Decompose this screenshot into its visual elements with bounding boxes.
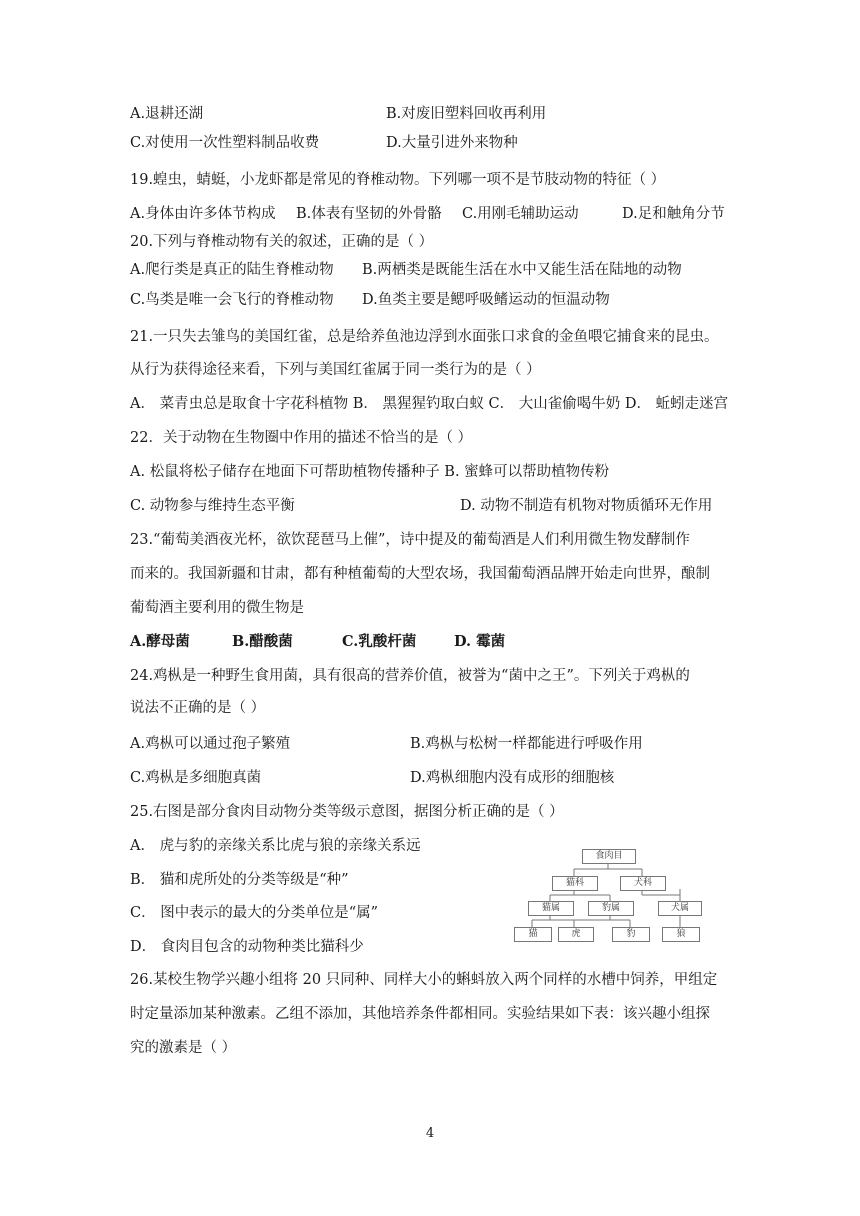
tree-species-cat-box: 猫 xyxy=(514,927,552,942)
q25-option-a: A． 虎与豹的亲缘关系比虎与狼的亲缘关系远 xyxy=(130,838,421,854)
q24-option-d: D.鸡枞细胞内没有成形的细胞核 xyxy=(410,770,615,786)
q25-option-b: B． 猫和虎所处的分类等级是“种” xyxy=(130,872,349,888)
tree-genus-panthera-box: 豹属 xyxy=(588,901,634,916)
q19-stem: 19.蝗虫，蜻蜓，小龙虾都是常见的脊椎动物。下列哪一项不是节肢动物的特征（ ） xyxy=(130,172,666,188)
q20-option-b: B.两栖类是既能生活在水中又能生活在陆地的动物 xyxy=(362,262,682,278)
q18-option-d: D.大量引进外来物种 xyxy=(386,135,518,151)
q23-stem-line-3: 葡萄酒主要利用的微生物是 xyxy=(130,600,304,616)
q23-option-b: B.醋酸菌 xyxy=(232,633,293,650)
q19-option-c: C.用刚毛辅助运动 xyxy=(462,206,579,222)
q21-stem-line-1: 21.一只失去雏鸟的美国红雀，总是给养鱼池边浮到水面张口求食的金鱼喂它捕食来的昆虫。 xyxy=(130,329,719,345)
q18-option-b: B.对废旧塑料回收再利用 xyxy=(386,106,547,122)
q23-option-a: A.酵母菌 xyxy=(130,633,190,650)
q23-option-c: C.乳酸杆菌 xyxy=(342,633,417,650)
q21-stem-line-2: 从行为获得途径来看，下列与美国红雀属于同一类行为的是（ ） xyxy=(130,362,541,378)
tree-family-dog-box: 犬科 xyxy=(620,876,666,891)
q26-stem-line-2: 时定量添加某种激素。乙组不添加，其他培养条件都相同。实验结果如下表：该兴趣小组探 xyxy=(130,1006,710,1022)
tree-family-cat-box: 猫科 xyxy=(552,876,598,891)
q20-option-d: D.鱼类主要是鳃呼吸鳍运动的恒温动物 xyxy=(362,292,610,308)
q25-option-c: C． 图中表示的最大的分类单位是“属” xyxy=(130,905,379,921)
q23-stem-line-2: 而来的。我国新疆和甘肃，都有种植葡萄的大型农场，我国葡萄酒品牌开始走向世界，酿制 xyxy=(130,566,710,582)
tree-order-box: 食肉目 xyxy=(582,849,636,864)
q26-stem-line-3: 究的激素是（ ） xyxy=(130,1040,237,1056)
q24-option-c: C.鸡枞是多细胞真菌 xyxy=(130,770,262,786)
q18-option-c: C.对使用一次性塑料制品收费 xyxy=(130,135,320,151)
q20-option-a: A.爬行类是真正的陆生脊椎动物 xyxy=(130,262,334,278)
q19-option-d: D.足和触角分节 xyxy=(622,206,725,222)
tree-species-leopard-box: 豹 xyxy=(612,927,650,942)
q20-option-c: C.鸟类是唯一会飞行的脊椎动物 xyxy=(130,292,334,308)
q22-options-ab: A. 松鼠将松子储存在地面下可帮助植物传播种子 B. 蜜蜂可以帮助植物传粉 xyxy=(130,464,610,480)
q24-stem-line-1: 24.鸡枞是一种野生食用菌，具有很高的营养价值，被誉为“菌中之王”。下列关于鸡枞的 xyxy=(130,668,690,684)
q26-stem-line-1: 26.某校生物学兴趣小组将 20 只同种、同样大小的蝌蚪放入两个同样的水槽中饲养，甲组定 xyxy=(130,972,718,988)
q23-option-d: D. 霉菌 xyxy=(454,633,506,650)
q22-option-c: C. 动物参与维持生态平衡 xyxy=(130,498,295,514)
tree-genus-dog-box: 犬属 xyxy=(658,901,702,916)
tree-species-tiger-box: 虎 xyxy=(558,927,594,942)
classification-diagram xyxy=(512,846,702,946)
q20-stem: 20.下列与脊椎动物有关的叙述，正确的是（ ） xyxy=(130,234,434,250)
q19-option-b: B.体表有坚韧的外骨骼 xyxy=(296,206,442,222)
q22-stem: 22．关于动物在生物圈中作用的描述不恰当的是（ ） xyxy=(130,430,473,446)
q23-stem-line-1: 23.“葡萄美酒夜光杯，欲饮琵琶马上催”，诗中提及的葡萄酒是人们利用微生物发酵制作 xyxy=(130,532,690,548)
q24-option-b: B.鸡枞与松树一样都能进行呼吸作用 xyxy=(410,736,643,752)
page-number: 4 xyxy=(425,1126,435,1141)
q22-option-d: D. 动物不制造有机物对物质循环无作用 xyxy=(460,498,713,514)
tree-genus-cat-box: 猫属 xyxy=(528,901,574,916)
q24-option-a: A.鸡枞可以通过孢子繁殖 xyxy=(130,736,291,752)
q25-option-d: D． 食肉目包含的动物种类比猫科少 xyxy=(130,939,364,955)
q19-option-a: A.身体由许多体节构成 xyxy=(130,206,276,222)
q21-options: A． 菜青虫总是取食十字花科植物 B． 黑猩猩钓取白蚁 C． 大山雀偷喝牛奶 D． 蚯蚓走迷宫 xyxy=(130,396,729,412)
q24-stem-line-2: 说法不正确的是（ ） xyxy=(130,700,266,716)
q18-option-a: A.退耕还湖 xyxy=(130,106,204,122)
q25-stem: 25.右图是部分食肉目动物分类等级示意图，据图分析正确的是（ ） xyxy=(130,804,564,820)
tree-species-wolf-box: 狼 xyxy=(662,927,700,942)
